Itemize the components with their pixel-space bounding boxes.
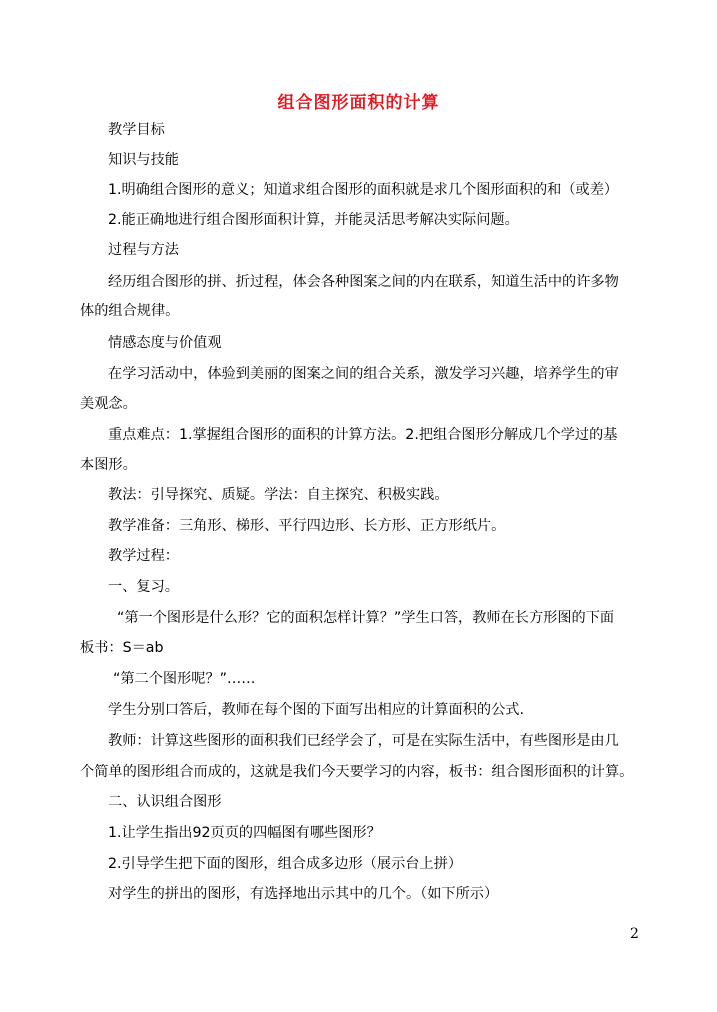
text-line: 体的组合规律。: [80, 303, 180, 319]
text-line-section-two: 二、认识组合图形: [108, 794, 222, 810]
text-line: 美观念。: [80, 396, 137, 412]
text-line-knowledge-skills: 知识与技能: [108, 152, 179, 168]
text-line: 板书：S＝ab: [80, 640, 164, 656]
text-line-preparation: 教学准备：三角形、梯形、平行四边形、长方形、正方形纸片。: [108, 518, 506, 534]
text-line: 对学生的拼出的图形，有选择地出示其中的几个。（如下所示）: [108, 886, 499, 902]
text-line: 教师：计算这些图形的面积我们已经学会了，可是在实际生活中，有些图形是由几: [108, 733, 619, 749]
text-line-process: 教学过程：: [108, 548, 179, 564]
text-line: 1.明确组合图形的意义；知道求组合图形的面积就是求几个图形面积的和（或差）: [108, 182, 619, 198]
document-title: 组合图形面积的计算: [277, 93, 440, 113]
text-line-attitude-values: 情感态度与价值观: [108, 335, 222, 351]
text-line: 本图形。: [80, 457, 137, 473]
text-line: 经历组合图形的拼、折过程，体会各种图案之间的内在联系，知道生活中的许多物: [108, 274, 619, 290]
text-line: 2.能正确地进行组合图形面积计算，并能灵活思考解决实际问题。: [108, 212, 519, 228]
text-line: 在学习活动中，体验到美丽的图案之间的组合关系，激发学习兴趣，培养学生的审: [108, 366, 619, 382]
text-line-key-points: 重点难点：1.掌握组合图形的面积的计算方法。2.把组合图形分解成几个学过的基: [108, 427, 618, 443]
text-line: 2.引导学生把下面的图形，组合成多边形（展示台上拼）: [108, 856, 463, 872]
text-line: 1.让学生指出92页页的四幅图有哪些图形？: [108, 825, 381, 841]
text-line: “第二个图形呢？”……: [113, 671, 256, 687]
text-line-review: 一、复习。: [108, 579, 179, 595]
text-line-process-method: 过程与方法: [108, 242, 179, 258]
text-line-teaching-methods: 教法：引导探究、质疑。学法：自主探究、积极实践。: [108, 487, 449, 503]
text-line: 学生分别口答后，教师在每个图的下面写出相应的计算面积的公式.: [108, 702, 524, 718]
text-line: “第一个图形是什么形？它的面积怎样计算？”学生口答，教师在长方形图的下面: [117, 610, 615, 626]
text-line: 个简单的图形组合而成的，这就是我们今天要学习的内容，板书：组合图形面积的计算。: [80, 764, 634, 780]
page-number: 2: [630, 926, 639, 942]
text-line-teaching-goals: 教学目标: [108, 122, 165, 138]
